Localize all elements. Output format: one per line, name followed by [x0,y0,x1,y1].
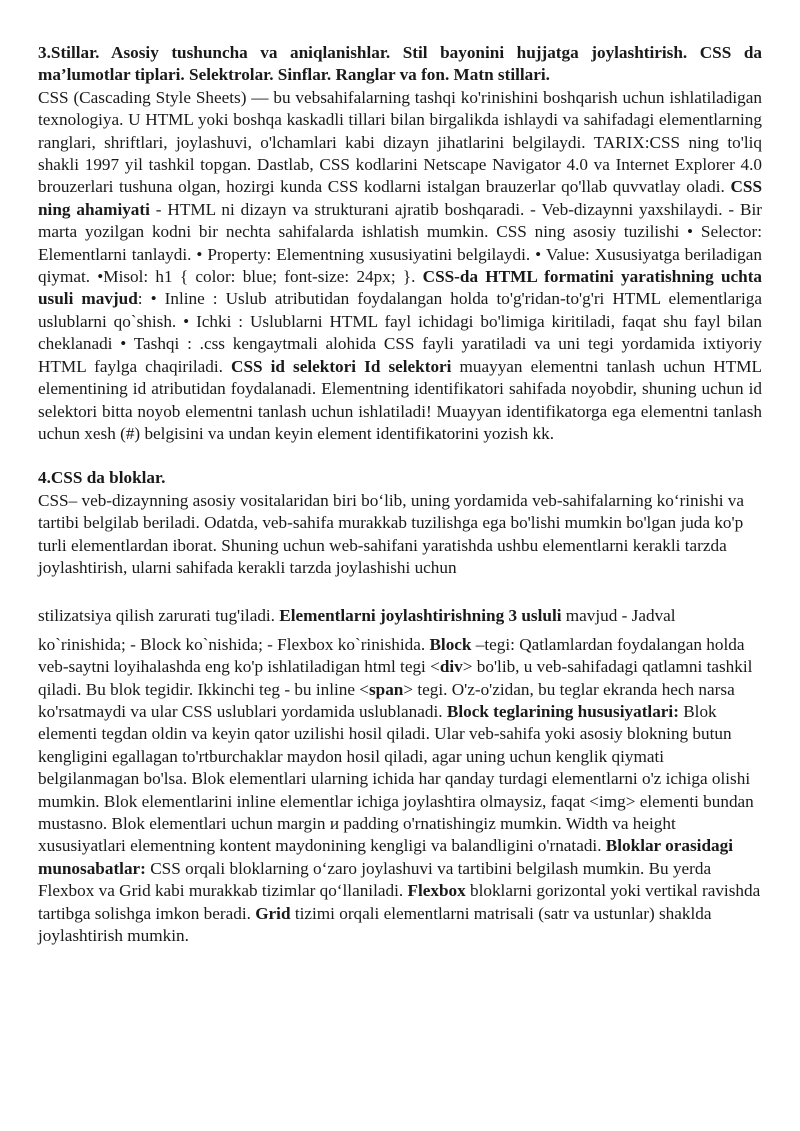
text-run: mavjud - Jadval [561,606,676,626]
text-run: > bo'lib, u veb-sahifadagi qatlamni tashkil qiladi. Bu blok tegidir. Ikkinchi teg - bu inline < [38,657,753,699]
bold-term: CSS-da HTML formatini yaratishning uchta usuli mavjud [38,267,763,309]
section-4-body [38,634,762,948]
text-run: CSS orqali bloklarning o‘zaro joylashuvi va tartibini belgilash mumkin. Bu yerda Flexbox va Grid kabi murakkab tizimlar qo‘llaniladi. [38,858,712,901]
text-run: bloklarni gorizontal yoki vertikal ravishda tartibga solishga imkon beradi. [38,881,761,923]
bold-term: CSS ning ahamiyati [38,177,762,219]
bold-term: span [368,679,404,699]
text-run: stilizatsiya qilish zarurati tug'iladi. [38,606,280,626]
spacer [38,579,762,605]
text-run: –tegi: Qatlamlardan foydalangan holda veb-saytni loyihalashda eng ko'p ishlatiladigan html tegi < [38,634,745,677]
section-4-heading: 4.CSS da bloklar. [38,468,166,488]
text-run: muayyan elementni tanlash uchun HTML elementining id atributidan foydalanadi. Elementning identifikatori sahifada noyobdir, shuning uchun id selektori bitta noyob elementni tanlash uchun ishlatiladi! Muayyan identifikatorga ega elementni tanlash uchun xesh (#) belgisini va undan keyin element identifikatorini yozish kk. [38,356,762,443]
bold-term: Block teglarining hususiyatlari: [446,701,679,721]
bold-term: CSS id selektori Id selektori [231,356,452,376]
bold-term: Elementlarni joylashtirishning 3 usluli [279,606,562,626]
bold-term: div [439,657,463,677]
text-run: Blok elementi tegdan oldin va keyin qator uzilishi hosil qiladi. Ular veb-sahifa yoki asosiy blokning butun kengligini egallagan to'rtburchaklar maydon hosil qiladi, agar uning uchun kenglik qiymati belgilanmagan bo'lsa. Blok elementlari ularning ichida har qanday turdagi elementlarni o'z ichiga olishi mumkin. Blok elementlarini inline elementlar ichiga joylashtira olmaysiz, faqat <img> elementi bundan mustasno. Blok elementlari uchun margin и padding o'rnatishingiz mumkin. Width va height xususiyatlari elementning kontent maydonining kengligi va balandligini o'rnatadi. [38,701,754,856]
text-run: - HTML ni dizayn va strukturani ajratib boshqaradi. - Veb-dizaynni yaxshilaydi. - Bir marta yozilgan kodni bir nechta sahifalarda ishlatish mumkin. CSS ning asosiy tuzilishi • Selector: Elementlarni tanlaydi. • Property: Elementning xususiyatini belgilaydi. • Value: Xususiyatga beriladigan qiymat. •Misol: h1 { color: blue; font-size: 24px; }. [38,199,762,287]
text-run: ko`rinishida; - Block ko`nishida; - Flexbox ko`rinishida. [38,634,430,654]
section-3-heading: 3.Stillar. Asosiy tushuncha va aniqlanishlar. Stil bayonini hujjatga joylashtirish. CSS da ma’lumotlar tiplari. Selektrolar. Sinflar. Ranglar va fon. Matn stillari. [38,43,762,85]
text-run: CSS (Cascading Style Sheets) — bu vebsahifalarning tashqi ko'rinishini boshqarish uchun ishlatiladigan texnologiya. U HTML yoki boshqa kaskadli tillari bilan birgalikda ishlaydi va sahifadagi elementlarning ranglari, shriftlari, joylashuvi, o'lchamlari kabi dizayn jihatlarini belgilaydi. TARIX:CSS ning to'liq shakli 1997 yil tashkil topgan. Dastlab, CSS kodlarini Netscape Navigator 4.0 va Internet Explorer 4.0 brouzerlari tushuna olgan, hozirgi kunda CSS kodlarni istalgan brauzerlar qo'llab quvvatlay oladi. [38,87,762,197]
bold-term: Flexbox [407,881,466,901]
text-run: > tegi. O'z-o'zidan, bu teglar ekranda hech narsa ko'rsatmaydi va ular CSS uslublari yordamida uslublanadi. [38,679,735,721]
bold-term: Bloklar orasidagi munosabatlar: [38,836,733,878]
spacer [38,445,762,467]
section-4-methods-line [38,605,762,627]
section-4-intro: CSS– veb-dizaynning asosiy vositalaridan biri bo‘lib, uning yordamida veb-sahifalarning ko‘rinishi va tartibi belgilab beriladi. Odatda, veb-sahifa murakkab tuzilishga ega bo'lishi mumkin bo'lgan juda ko'p turli elementlardan iborat. Shuning uchun web-sahifani yaratishda ushbu elementlarni kerakli tarzda joylashtirish, ularni sahifada kerakli tarzda joylashishi uchun [38,490,744,577]
section-3-body [38,87,762,446]
text-run: : • Inline : Uslub atributidan foydalangan holda to'g'ridan-to'g'ri HTML elementlariga uslublarni qo`shish. • Ichki : Uslublarni HTML fayl ichidagi bo'limiga kiritiladi, faqat shu fayl bilan cheklanadi • Tashqi : .css kengaytmali alohida CSS fayli yaratiladi va uni tegi yordamida ixtiyoriy HTML faylga chaqiriladi. [38,289,763,376]
bold-term: Grid [255,903,291,923]
bold-term: Block [429,634,472,654]
text-run: tizimi orqali elementlarni matrisali (satr va ustunlar) shaklda joylashtirish mumkin. [38,903,712,946]
